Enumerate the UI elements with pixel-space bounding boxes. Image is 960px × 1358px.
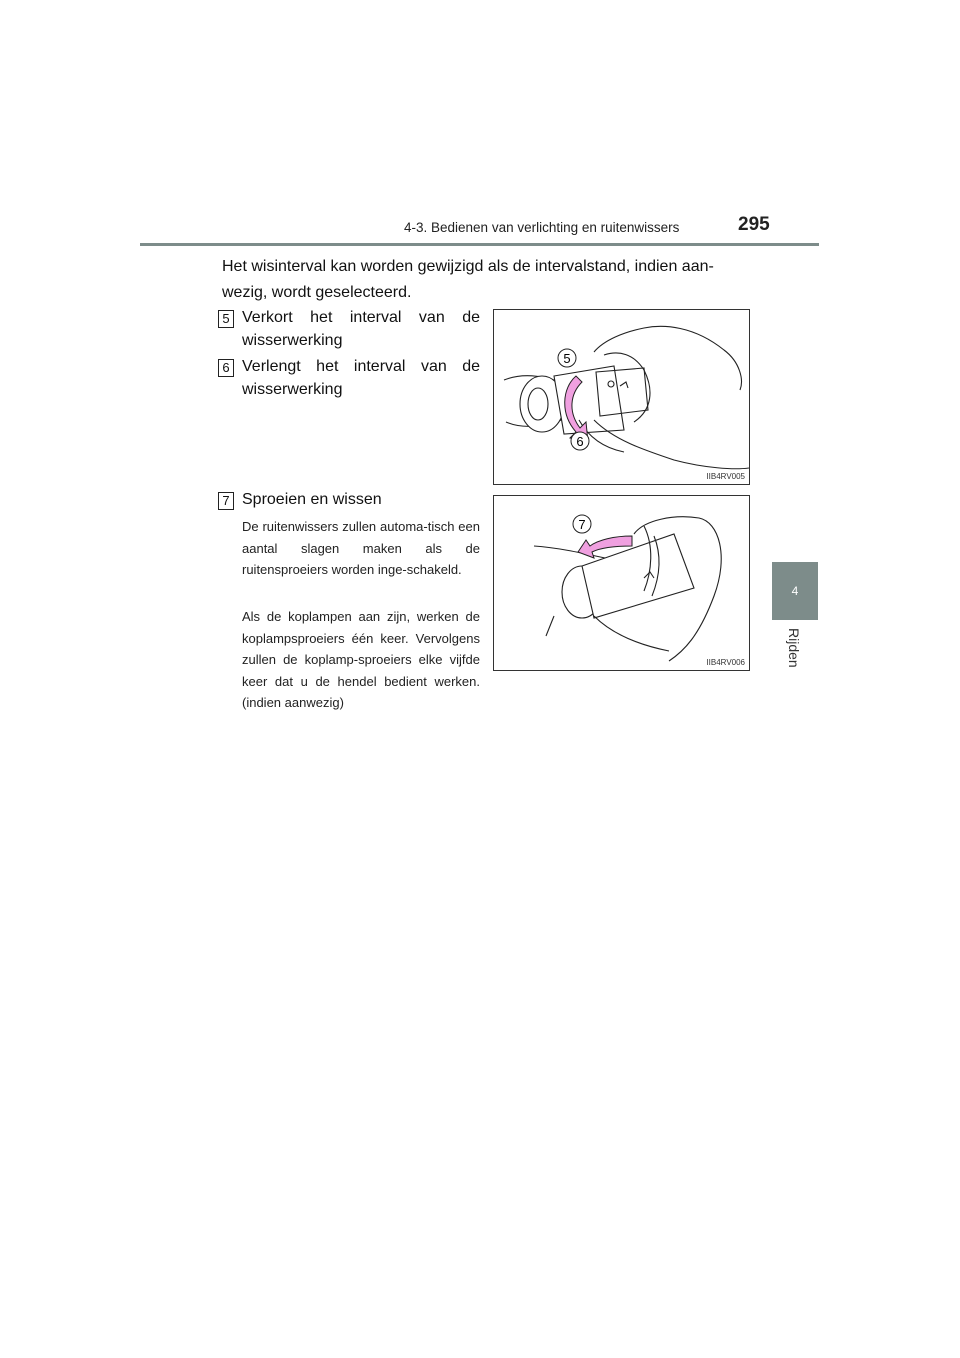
chapter-tab [772, 562, 818, 620]
callout-5 [558, 349, 576, 367]
intro-paragraph: Het wisinterval kan worden gewijzigd als de intervalstand, indien aan-wezig, wordt geselecteerd. [222, 258, 714, 301]
callout-7 [573, 515, 591, 533]
item-number-badge: 6 [218, 359, 234, 377]
list-item [218, 355, 480, 401]
item-text: Verkort het interval van de wisserwerking [242, 309, 480, 349]
section-title: 4-3. Bedienen van verlichting en ruitenwissers [404, 220, 680, 235]
wiper-interval-illustration [493, 309, 750, 485]
page-number: 295 [738, 214, 770, 235]
list-item [218, 488, 480, 511]
callout-6-label: 6 [576, 434, 584, 449]
callout-5-label: 5 [563, 351, 571, 366]
wiper-washer-illustration [493, 495, 750, 671]
figure-code: IIB4RV005 [706, 472, 745, 481]
chapter-number: 4 [791, 584, 799, 598]
figure-code: IIB4RV006 [706, 658, 745, 667]
hand-on-lever-drawing [494, 496, 749, 670]
note-paragraph: Als de koplampen aan zijn, werken de koplampsproeiers één keer. Vervolgens zullen de koplamp-sproeiers elke vijfde keer dat u de hendel bedient werken. (indien aanwezig) [242, 609, 480, 710]
item-number-badge: 5 [218, 310, 234, 328]
item-text: Verlengt het interval van de wisserwerking [242, 358, 480, 398]
item-text: Sproeien en wissen [242, 491, 382, 508]
callout-7-label: 7 [578, 517, 586, 532]
hand-on-lever-drawing [494, 310, 749, 484]
chapter-label: Rijden [786, 628, 802, 668]
item-number-badge: 7 [218, 492, 234, 510]
header-divider [140, 243, 819, 246]
list-item [218, 306, 480, 352]
note-paragraph: De ruitenwissers zullen automa-tisch een aantal slagen maken als de ruitensproeiers worden inge-schakeld. [242, 519, 480, 577]
callout-6 [571, 432, 589, 450]
